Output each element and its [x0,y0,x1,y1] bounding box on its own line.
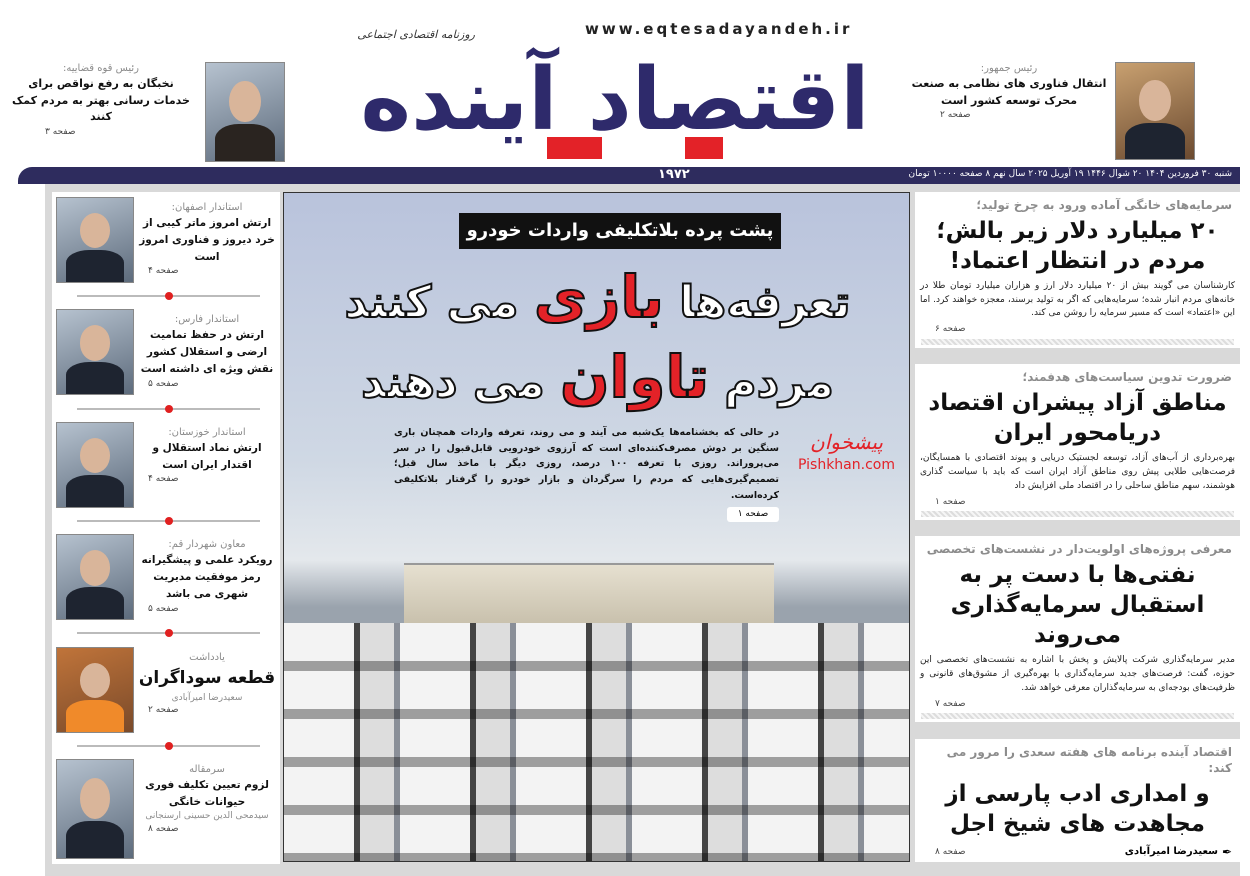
author: سعیدرضا امیرآبادی [171,692,243,703]
headline: محرک توسعه کشور است [940,93,1078,107]
divider [77,295,260,297]
headline: رویکرد علمی و پیشگیرانه رمز موفقیت مدیریت شهری می باشد [141,554,273,600]
left-column [52,192,280,864]
masthead-website[interactable]: www.eqtesadayandeh.ir [585,20,853,38]
main-body: در حالی که بخشنامه‌ها یک‌شبه می آیند و می روند، تعرفه واردات همچنان باری سنگین بر دوش مصرف‌کننده‌ای است که آرزوی خودرویی قابل‌قبول را در سر می‌پروراند. روزی با تعرفه ۱۰۰ درصد، روزی دیگر با ماخذ سال قبل؛ تصمیم‌گیری‌هایی که مردم را سرگردان و بازار خودرو را گرفتار بلاتکلیفی کرده‌است. [394,427,779,501]
headline: ۲۰ میلیارد دلار زیر بالش؛ مردم در انتظار اعتماد! [936,217,1219,274]
headline: خدمات رسانی بهتر به مردم کمک کنند [12,93,190,123]
right-column [915,192,1240,862]
person-photo [56,309,134,395]
page-ref: صفحه ۷ [935,698,966,709]
headline: ارتش در حفظ تمامیت ارضی و استقلال کشور نقش ویژه ای داشته است [140,329,274,375]
kicker: استاندار اصفهان: [171,202,243,213]
person-photo [56,197,134,283]
page-ref: صفحه ۱ [935,496,966,507]
issue-number: ۱۹۷۲ [658,167,690,182]
main-headline-2: مردم تاوان می دهند [361,343,834,411]
byline [1125,845,1232,859]
kicker: سرمقاله [189,763,225,775]
right-story[interactable] [915,739,1240,862]
main-headline-1: تعرفه‌ها بازی می کنند [344,263,851,331]
page-ref: صفحه ۴ [148,266,179,277]
page-ref: صفحه ۸ [935,846,966,857]
person-photo [56,534,134,620]
headline: قطعه سوداگران [138,667,276,688]
kicker: سرمایه‌های خانگی آماده ورود به چرخ تولید؛ [976,198,1232,212]
story-body: کارشناسان می گویند بیش از ۲۰ میلیارد دلار ارز و هزاران میلیارد تومان طلا در خانه‌های مردم انبار شده؛ سرمایه‌هایی که اگر به تولید برسند، معجزه خواهند کرد. اما این «اعتماد» است که مسیر سرمایه را روشن می کند. [920,280,1236,319]
kicker: اقتصاد آینده برنامه های هفته سعدی را مرور می کند: [946,744,1232,776]
headline: ارتش امروز ماتر کیبی از خرد دیروز و فناوری امروز است [139,217,275,263]
divider [921,339,1234,345]
right-story[interactable] [915,192,1240,348]
main-story[interactable] [283,192,910,862]
left-story[interactable] [52,309,280,395]
page-ref: صفحه ۵ [148,603,179,614]
person-photo [56,647,134,733]
headline: لزوم تعیین تکلیف فوری حیوانات خانگی [145,778,269,808]
headline: ارتش نماد استقلال و اقتدار ایران است [152,441,262,471]
story-footer [915,696,1240,711]
divider [77,520,260,522]
story-footer [915,321,1240,336]
headline: مناطق آزاد پیشران اقتصاد دریامحور ایران [928,390,1227,446]
divider [77,632,260,634]
top-right-story[interactable] [910,60,1195,164]
main-text-block [394,425,779,522]
story-footer [915,843,1240,859]
divider [77,745,260,747]
divider [921,511,1234,517]
kicker: معرفی پروژه‌های اولویت‌دار در نشست‌های تخصصی [926,542,1232,557]
page-ref: صفحه ۴ [148,474,179,485]
headline: انتقال فناوری های نظامی به صنعت [911,77,1107,90]
watermark-en: Pishkhan.com [798,457,895,473]
kicker: معاون شهردار قم: [168,539,246,551]
left-story[interactable] [52,647,280,733]
watermark-fa: پیشخوان [810,430,883,454]
car-rows [284,623,910,862]
divider [921,713,1234,719]
kicker: استاندار فارس: [174,314,240,326]
judiciary-chief-photo [205,62,285,162]
headline: و امداری ادب پارسی از مجاهدت های شیخ اجل [945,781,1210,838]
left-story[interactable] [52,422,280,508]
president-photo [1115,62,1195,160]
kicker: رئیس جمهور: [980,63,1038,74]
kicker: رئیس قوه قضاییه: [63,63,139,74]
right-story[interactable] [915,536,1240,722]
person-photo [56,422,134,508]
author: سعیدرضا امیرآبادی [1124,846,1218,858]
person-photo [56,759,134,859]
main-kicker: پشت پرده بلاتکلیفی واردات خودرو [459,213,781,249]
story-body: بهره‌برداری از آب‌های آزاد، توسعه لجستیک دریایی و پیوند اقتصادی با همسایگان، فرصت‌هایی طلایی پیش روی مناطق آزاد ایران است که باید با سیاست گذاری هوشمند، سهم مناطق ساحلی را در اقتصاد ملی افزایش داد [920,452,1235,491]
kicker: استاندار خوزستان: [168,426,246,438]
headline: نخبگان به رفع نواقص برای [28,77,174,90]
dateline-bar [18,167,1240,184]
page-ref: صفحه ۲ [940,110,971,120]
masthead-tagline: روزنامه اقتصادی اجتماعی [357,28,475,41]
headline: نفتی‌ها با دست پر به استقبال سرمایه‌گذاری می‌روند [950,562,1205,649]
story-footer [915,494,1240,509]
left-story[interactable] [52,759,280,859]
main-page-ref: صفحه ۱ [727,507,779,522]
kicker: ضرورت تدوین سیاست‌های هدفمند؛ [1022,370,1232,385]
left-story[interactable] [52,197,280,283]
dateline-text: شنبه ۳۰ فروردین ۱۴۰۴ ۲۰ شوال ۱۴۴۶ ۱۹ آوریل ۲۰۲۵ سال نهم ۸ صفحه ۱۰۰۰۰ تومان [908,169,1232,179]
page-ref: صفحه ۲ [148,705,179,716]
divider [77,408,260,410]
author: سیدمحی الدین حسینی ارسنجانی [145,811,269,822]
pen-icon: ✒ [1221,844,1232,859]
page-ref: صفحه ۶ [935,324,966,335]
kicker: یادداشت [189,651,225,663]
logo-text: اقتصاد آینده [360,50,870,150]
top-left-story[interactable] [5,60,285,164]
page-ref: صفحه ۵ [148,378,179,389]
masthead-logo [325,45,905,163]
right-story[interactable] [915,364,1240,520]
story-body: مدیر سرمایه‌گذاری شرکت پالایش و پخش با اشاره به نشست‌های تخصصی این حوزه، گفت: فرصت‌های جدید سرمایه‌گذاری با بهره‌گیری از مشوق‌های قانونی و ظرفیت‌های بودجه‌ای به سرمایه‌گذاران معرفی خواهد شد. [920,654,1235,693]
left-story[interactable] [52,534,280,620]
page-ref: صفحه ۳ [45,126,76,137]
watermark [789,429,904,475]
cargo-ship [404,563,774,623]
page-ref: صفحه ۸ [148,824,179,835]
